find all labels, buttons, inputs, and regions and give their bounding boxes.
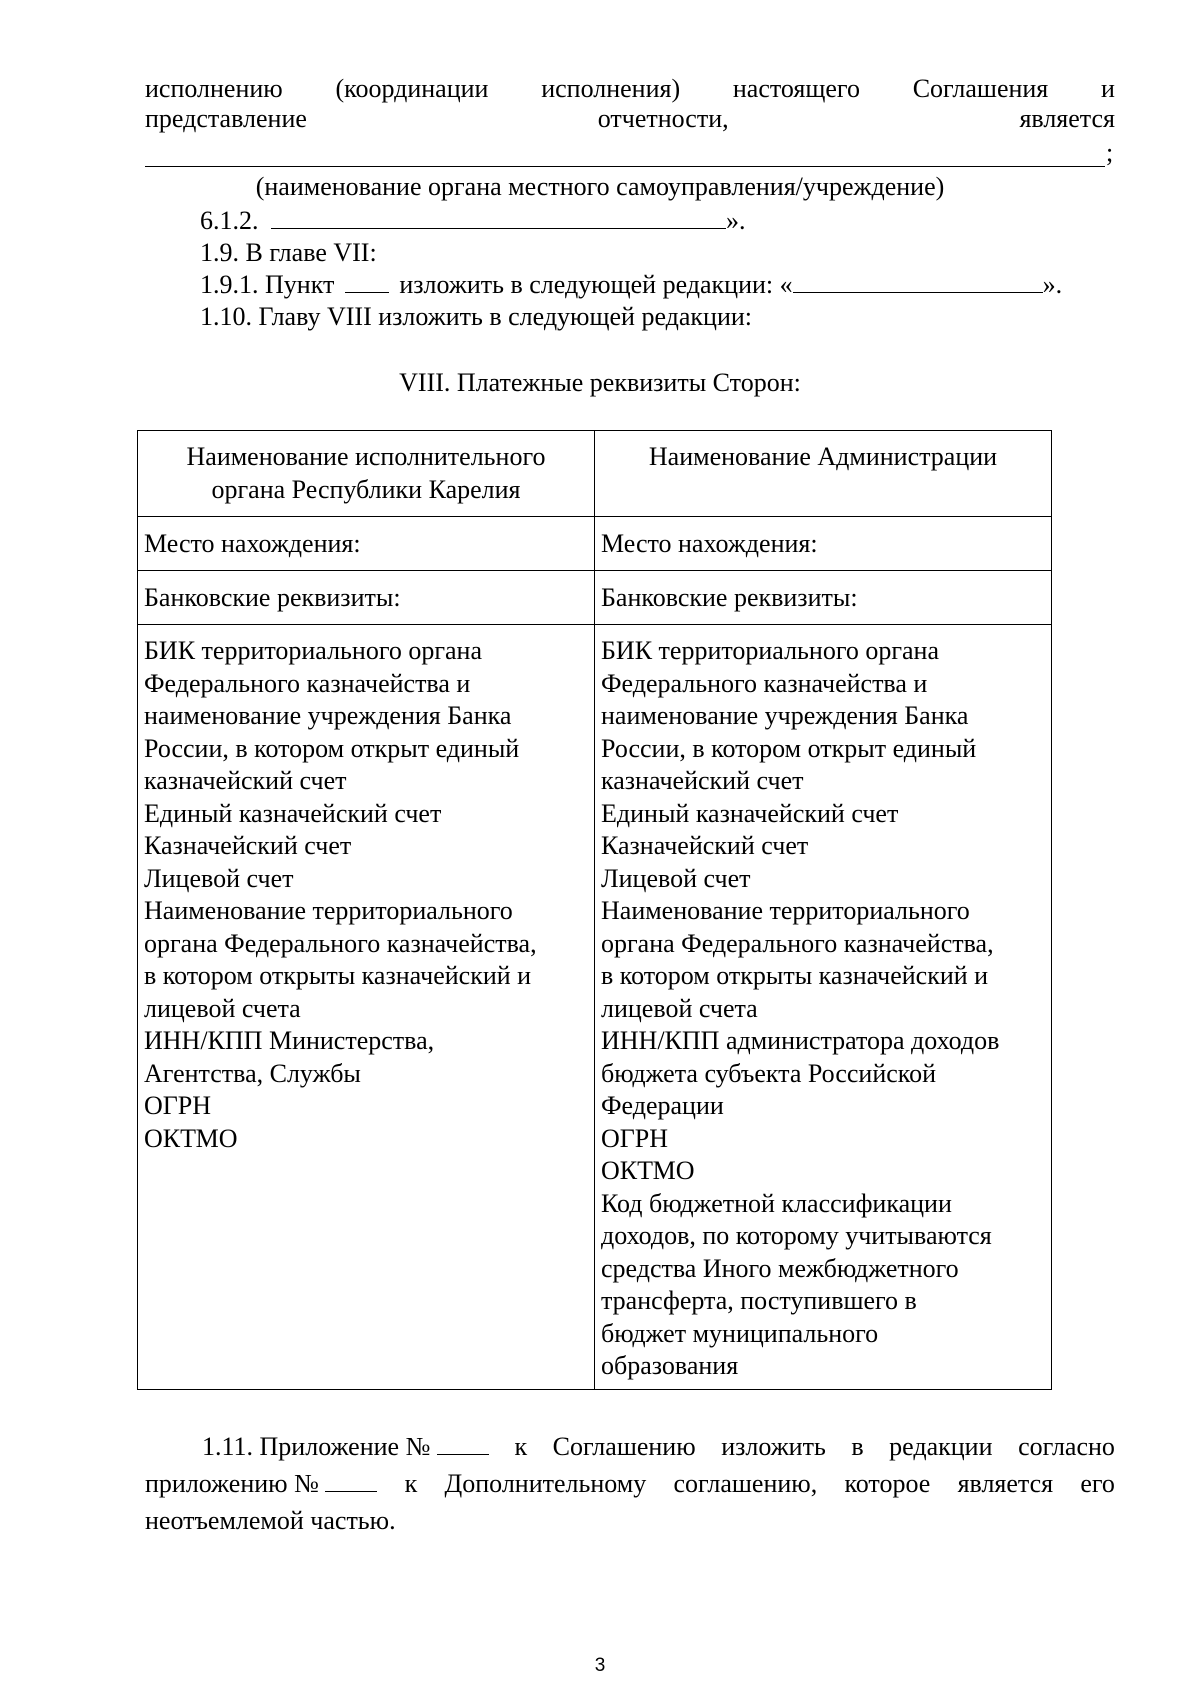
table-row: [138, 431, 1052, 517]
detail-line: трансферта, поступившего в: [601, 1286, 917, 1315]
detail-line: ОГРН: [144, 1091, 212, 1120]
table-row: [138, 517, 1052, 571]
item-6-1-2: [200, 206, 746, 236]
detail-line: в котором открыты казначейский и: [144, 961, 532, 990]
item-tail: ».: [726, 206, 746, 235]
word: Соглашению: [552, 1432, 696, 1461]
detail-line: БИК территориального органа: [601, 636, 939, 665]
blank-field: [793, 270, 1043, 293]
top-line-2: [145, 104, 1115, 134]
detail-line: Казначейский счет: [601, 831, 809, 860]
table-row: [138, 571, 1052, 625]
word: 1.11. Приложение №: [202, 1432, 431, 1461]
detail-line: Лицевой счет: [144, 863, 294, 893]
header-cell-right: [595, 431, 1052, 517]
word: настоящего: [732, 74, 860, 103]
paragraph-top: [145, 74, 1115, 134]
semicolon: ;: [1106, 138, 1114, 167]
bank-cell-right: Банковские реквизиты:: [595, 571, 1052, 625]
para-fragment: [145, 1465, 377, 1502]
detail-line: доходов, по которому учитываются: [601, 1221, 992, 1250]
word: соглашению,: [673, 1469, 818, 1498]
section-title: VIII. Платежные реквизиты Сторон:: [399, 368, 801, 397]
word: в: [851, 1432, 864, 1461]
detail-line: в котором открыты казначейский и: [601, 961, 989, 990]
header-cell-left: [138, 431, 595, 517]
detail-line: Наименование территориального: [601, 896, 970, 925]
detail-line: Лицевой счет: [601, 863, 751, 893]
word: согласно: [1018, 1432, 1115, 1461]
item-label: 1.9.1. Пункт: [200, 270, 335, 299]
detail-line: средства Иного межбюджетного: [601, 1253, 959, 1283]
location-cell-left: Место нахождения:: [138, 517, 595, 571]
location-cell-right: Место нахождения:: [595, 517, 1052, 571]
paragraph-1-11: [145, 1428, 1115, 1539]
blank-field: [345, 270, 389, 293]
word: редакции: [889, 1432, 993, 1461]
detail-line: бюджета субъекта Российской: [601, 1058, 937, 1088]
detail-line: бюджет муниципального: [601, 1318, 879, 1348]
item-1-10: 1.10. Главу VIII изложить в следующей редакции:: [200, 302, 753, 331]
organ-name-caption: (наименование органа местного самоуправления/учреждение): [255, 172, 945, 201]
detail-line: Единый казначейский счет: [601, 798, 899, 828]
item-1-9-1: [200, 270, 1062, 300]
detail-line: Федерации: [601, 1091, 724, 1120]
detail-line: казначейский счет: [144, 766, 347, 795]
detail-line: Казначейский счет: [144, 831, 352, 860]
item-1-9: 1.9. В главе VII:: [200, 238, 377, 267]
cell-line: Наименование исполнительного: [186, 442, 546, 471]
detail-line: Единый казначейский счет: [144, 798, 442, 828]
blank-field: [325, 1469, 377, 1492]
word: Дополнительному: [444, 1469, 647, 1498]
detail-line: лицевой счета: [601, 993, 758, 1023]
word: отчетности,: [597, 104, 729, 133]
details-cell-left: [138, 625, 595, 1390]
detail-line: Код бюджетной классификации: [601, 1188, 952, 1218]
organ-name-blank: [145, 146, 1105, 167]
detail-line: России, в котором открыт единый: [144, 733, 520, 763]
word: является: [957, 1469, 1054, 1498]
detail-line: Агентства, Службы: [144, 1058, 361, 1088]
word: изложить: [721, 1432, 826, 1461]
detail-line: органа Федерального казначейства,: [144, 928, 537, 958]
word: приложению №: [145, 1469, 319, 1498]
word: к: [514, 1432, 528, 1461]
para-line-1: [145, 1428, 1115, 1465]
detail-line: Федерального казначейства и: [144, 668, 471, 698]
cell-line: органа Республики Карелия: [211, 474, 521, 504]
word: к: [404, 1469, 418, 1498]
word: (координации: [335, 74, 489, 103]
detail-line: ИНН/КПП Министерства,: [144, 1026, 435, 1055]
table-row: [138, 625, 1052, 1390]
detail-line: России, в котором открыт единый: [601, 733, 977, 763]
detail-line: органа Федерального казначейства,: [601, 928, 994, 958]
blank-field: [437, 1432, 489, 1455]
detail-line: Федерального казначейства и: [601, 668, 928, 698]
detail-line: ОГРН: [601, 1123, 669, 1153]
word: Соглашения: [912, 74, 1049, 103]
detail-line: ИНН/КПП администратора доходов: [601, 1026, 1000, 1055]
detail-line: наименование учреждения Банка: [144, 701, 512, 730]
detail-line: БИК территориального органа: [144, 636, 482, 665]
detail-line: Наименование территориального: [144, 896, 513, 925]
para-line-2: [145, 1465, 1115, 1502]
page-number: 3: [594, 1655, 606, 1676]
detail-line: образования: [601, 1351, 739, 1380]
requisites-table: [137, 430, 1052, 1390]
blank-field: [271, 206, 726, 229]
para-fragment: [202, 1428, 489, 1465]
detail-line: лицевой счета: [144, 993, 301, 1023]
item-text: изложить в следующей редакции: «: [399, 270, 793, 299]
cell-line: Наименование Администрации: [648, 442, 998, 471]
bank-cell-left: Банковские реквизиты:: [138, 571, 595, 625]
item-label: 6.1.2.: [200, 206, 259, 235]
details-cell-right: [595, 625, 1052, 1390]
detail-line: наименование учреждения Банка: [601, 701, 969, 730]
detail-line: ОКТМО: [144, 1123, 238, 1153]
detail-line: казначейский счет: [601, 766, 804, 795]
word: исполнению: [145, 74, 283, 103]
word: и: [1101, 74, 1115, 103]
detail-line: ОКТМО: [601, 1156, 695, 1185]
word: представление: [145, 104, 307, 133]
word: его: [1080, 1469, 1115, 1498]
word: исполнения): [541, 74, 681, 103]
word: которое: [844, 1469, 931, 1498]
top-line-1: [145, 74, 1115, 104]
word: является: [1019, 104, 1115, 133]
item-tail: ».: [1042, 270, 1063, 299]
para-line-3: неотъемлемой частью.: [145, 1506, 396, 1535]
